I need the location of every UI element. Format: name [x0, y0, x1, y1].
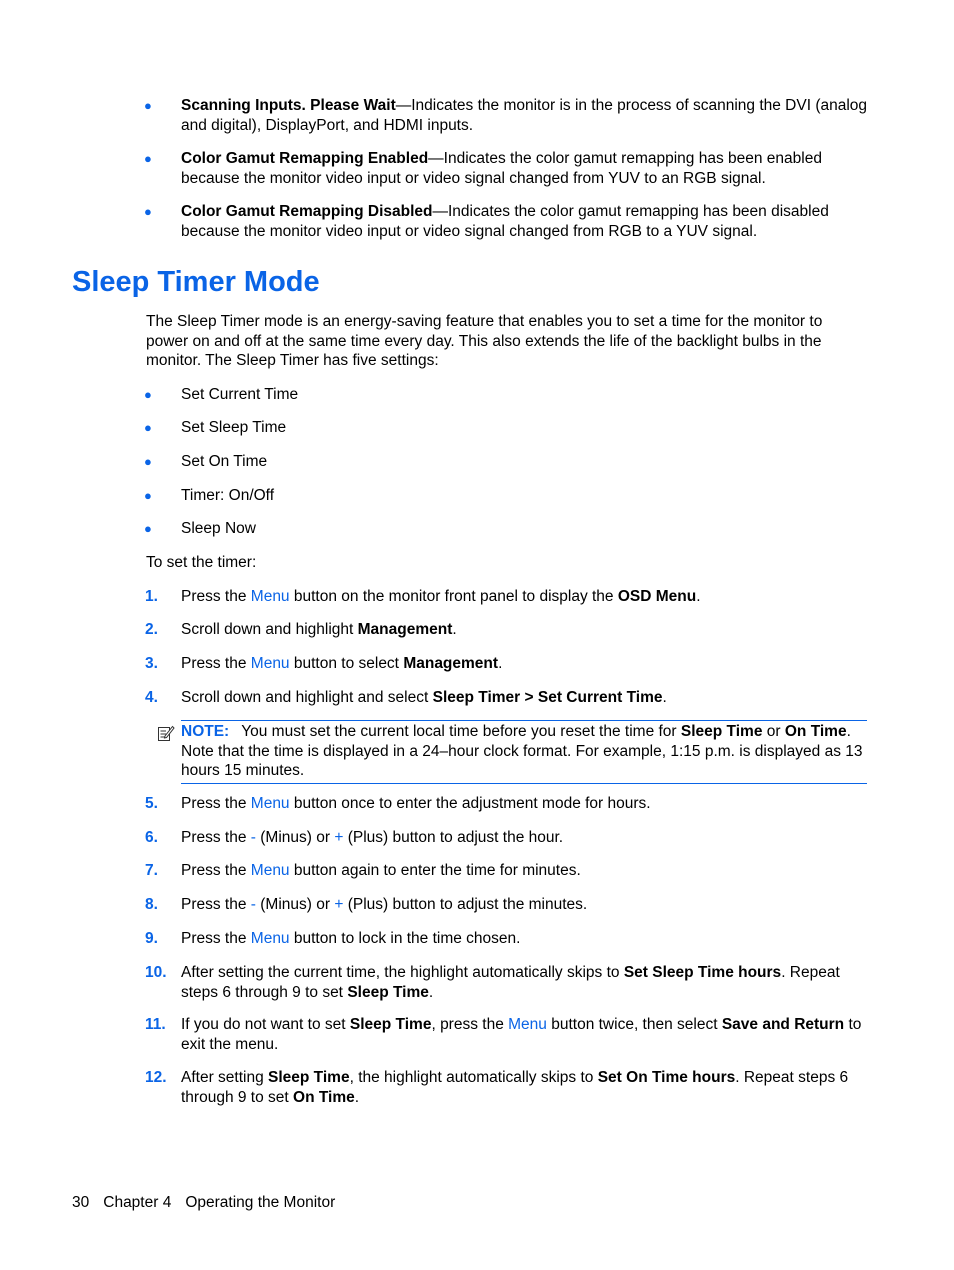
step-number: 9.: [145, 930, 158, 947]
setting-label: Set Current Time: [181, 386, 299, 403]
section-title: Sleep Timer Mode: [72, 266, 320, 298]
setting-label: Timer: On/Off: [181, 487, 275, 504]
step-number: 8.: [145, 896, 158, 913]
bullet-icon: ●: [144, 204, 152, 219]
bullet-icon: ●: [144, 151, 152, 166]
note-box: NOTE: You must set the current local time before you reset the time for Sleep Time or On Time. Note that the time is displayed in a 24–hour clock format. For example, 1:15 p.m. is displayed as 13 hours 15 minutes.: [181, 720, 867, 784]
bullet-text: Color Gamut Remapping Disabled—Indicates the color gamut remapping has been disabled because the monitor video input or video signal changed from RGB to a YUV signal.: [181, 203, 829, 240]
bullet-text: Scanning Inputs. Please Wait—Indicates the monitor is in the process of scanning the DVI (analog and digital), DisplayPort, and HDMI inputs.: [181, 97, 868, 134]
step-text: Scroll down and highlight and select Sleep Timer > Set Current Time.: [181, 689, 667, 706]
step-number: 5.: [145, 795, 158, 812]
note-icon: [157, 724, 175, 742]
step-text: Press the Menu button to lock in the time chosen.: [181, 930, 521, 947]
bullet-icon: ●: [144, 488, 152, 503]
chapter-title: Operating the Monitor: [185, 1194, 336, 1211]
bullet-icon: ●: [144, 420, 152, 435]
note-label: NOTE:: [181, 723, 230, 740]
step-text: After setting Sleep Time, the highlight automatically skips to Set On Time hours. Repeat steps 6 through 9 to set On Time.: [181, 1069, 849, 1106]
step-text: Press the Menu button to select Management.: [181, 655, 503, 672]
intro-paragraph: The Sleep Timer mode is an energy-saving feature that enables you to set a time for the monitor to power on and off at the same time every day. This also extends the life of the backlight bulbs in the monitor. The Sleep Timer has five settings:: [146, 313, 823, 369]
page-number: 30: [72, 1194, 90, 1211]
to-set-label: To set the timer:: [146, 554, 257, 571]
step-text: Press the - (Minus) or + (Plus) button to adjust the minutes.: [181, 896, 588, 913]
step-number: 10.: [145, 964, 167, 981]
setting-label: Sleep Now: [181, 520, 256, 537]
step-number: 1.: [145, 588, 158, 605]
step-text: Press the Menu button once to enter the adjustment mode for hours.: [181, 795, 651, 812]
step-text: After setting the current time, the highlight automatically skips to Set Sleep Time hours. Repeat steps 6 through 9 to set Sleep Time.: [181, 964, 840, 1001]
step-number: 3.: [145, 655, 158, 672]
setting-label: Set Sleep Time: [181, 419, 287, 436]
step-number: 11.: [145, 1016, 166, 1033]
bullet-icon: ●: [144, 454, 152, 469]
bullet-icon: ●: [144, 98, 152, 113]
step-number: 12.: [145, 1069, 167, 1086]
step-number: 2.: [145, 621, 158, 638]
step-text: Press the - (Minus) or + (Plus) button to adjust the hour.: [181, 829, 564, 846]
bullet-icon: ●: [144, 387, 152, 402]
step-text: If you do not want to set Sleep Time, press the Menu button twice, then select Save and Return to exit the menu.: [181, 1016, 862, 1053]
step-text: Scroll down and highlight Management.: [181, 621, 457, 638]
step-number: 7.: [145, 862, 158, 879]
setting-label: Set On Time: [181, 453, 268, 470]
chapter-label: Chapter 4: [103, 1194, 172, 1211]
bullet-text: Color Gamut Remapping Enabled—Indicates the color gamut remapping has been enabled because the monitor video input or video signal changed from YUV to an RGB signal.: [181, 150, 822, 187]
bullet-icon: ●: [144, 521, 152, 536]
step-text: Press the Menu button again to enter the time for minutes.: [181, 862, 581, 879]
page-footer: [72, 1193, 349, 1212]
step-number: 4.: [145, 689, 158, 706]
step-number: 6.: [145, 829, 158, 846]
step-text: Press the Menu button on the monitor front panel to display the OSD Menu.: [181, 588, 701, 605]
